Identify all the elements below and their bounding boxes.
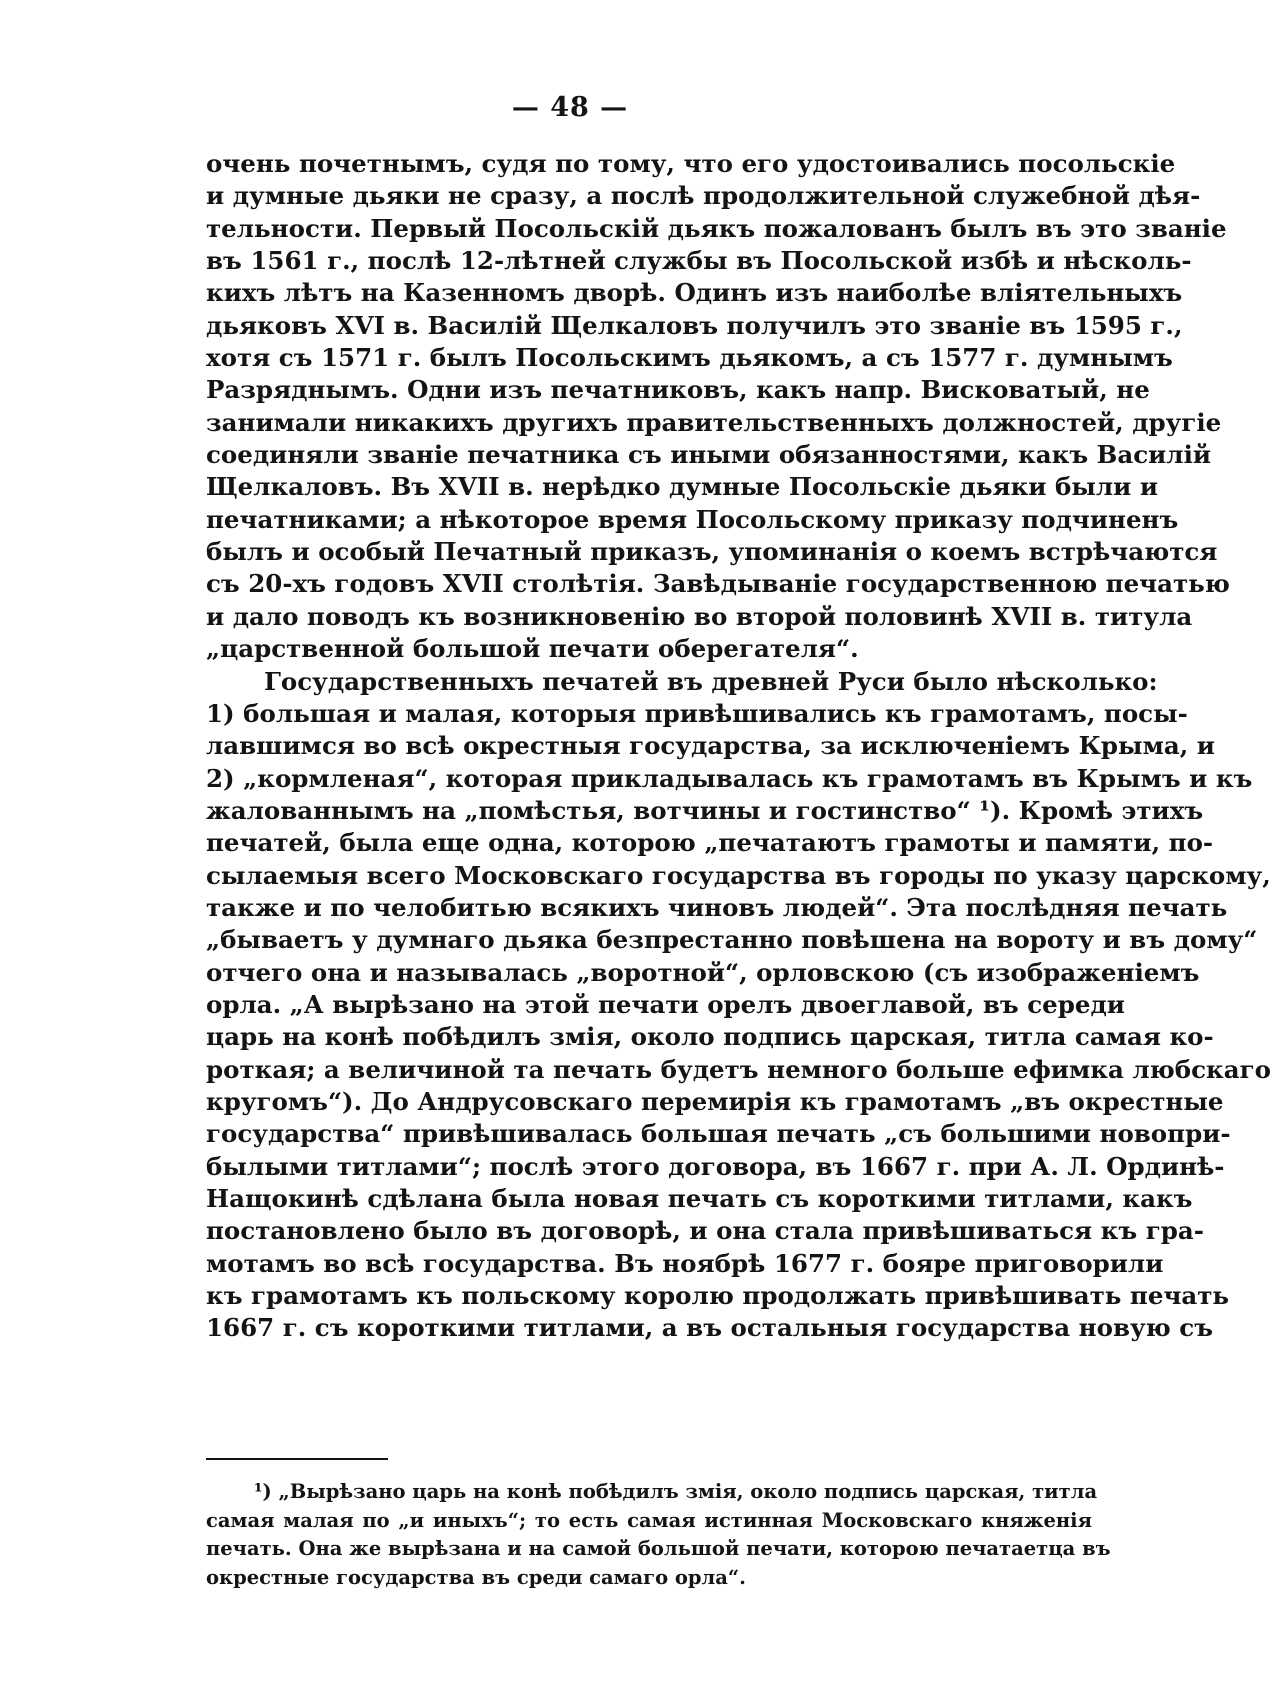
footnote-line: самая малая по „и иныхъ“; то есть самая истинная Московскаго княженія — [206, 1508, 1092, 1532]
text-line: кругомъ“). До Андрусовскаго перемирія къ грамотамъ „въ окрестные — [206, 1086, 1224, 1116]
text-line: съ 20-хъ годовъ XVII столѣтія. Завѣдываніе государственною печатью — [206, 569, 1230, 599]
text-line: „царственной большой печати оберегателя“. — [206, 634, 859, 664]
text-line: очень почетнымъ, судя по тому, что его удостоивались посольскіе — [206, 149, 1176, 178]
text-line: мотамъ во всѣ государства. Въ ноябрѣ 1677 г. бояре приговорили — [206, 1248, 1164, 1278]
text-line: роткая; а величиной та печать будетъ немного больше ефимка любскаго — [206, 1054, 1271, 1084]
text-line: хотя съ 1571 г. былъ Посольскимъ дьякомъ, а съ 1577 г. думнымъ — [206, 343, 1173, 373]
text-line: былъ и особый Печатный приказъ, упоминанія о коемъ встрѣчаются — [206, 537, 1218, 567]
text-line: Нащокинѣ сдѣлана была новая печать съ короткими титлами, какъ — [206, 1184, 1193, 1213]
footnotes — [206, 1478, 1111, 1592]
text-line: отчего она и называлась „воротной“, орловскою (съ изображеніемъ — [206, 957, 1200, 987]
body-text — [206, 148, 1271, 1345]
text-line: печатниками; а нѣкоторое время Посольскому приказу подчиненъ — [206, 504, 1179, 534]
footnote-line: окрестные государства въ среди самаго орла“. — [206, 1565, 746, 1589]
paragraph-first-line: Государственныхъ печатей въ древней Руси было нѣсколько: — [264, 666, 1158, 696]
text-line: сылаемыя всего Московскаго государства въ городы по указу царскому, — [206, 860, 1271, 890]
text-line: соединяли званіе печатника съ иными обязанностями, какъ Василій — [206, 440, 1212, 470]
text-line: лавшимся во всѣ окрестныя государства, за исключеніемъ Крыма, и — [206, 731, 1215, 761]
text-line: кихъ лѣтъ на Казенномъ дворѣ. Одинъ изъ наиболѣе вліятельныхъ — [206, 278, 1183, 308]
footnote-line: ¹) „Вырѣзано царь на конѣ побѣдилъ змія, около подпись царская, титла — [254, 1480, 1098, 1503]
text-line: „бываетъ у думнаго дьяка безпрестанно повѣшена на вороту и въ дому“ — [206, 925, 1258, 955]
text-line: въ 1561 г., послѣ 12-лѣтней службы въ Посольской избѣ и нѣсколь- — [206, 246, 1192, 276]
footnote-line: печать. Она же вырѣзана и на самой большой печати, которою печатаетца въ — [206, 1537, 1111, 1560]
text-line: тельности. Первый Посольскій дьякъ пожалованъ былъ въ это званіе — [206, 213, 1227, 243]
text-line: жалованнымъ на „помѣстья, вотчины и гостинство“ ¹). Кромѣ этихъ — [206, 795, 1204, 825]
text-line: 2) „кормленая“, которая прикладывалась къ грамотамъ въ Крымъ и къ — [206, 763, 1253, 793]
footnote-divider — [206, 1458, 388, 1460]
text-line: печатей, была еще одна, которою „печатаютъ грамоты и памяти, по- — [206, 828, 1214, 858]
text-line: также и по челобитью всякихъ чиновъ людей“. Эта послѣдняя печать — [206, 892, 1228, 922]
text-line: 1) большая и малая, которыя привѣшивались къ грамотамъ, посы- — [206, 698, 1188, 728]
text-line: къ грамотамъ къ польскому королю продолжать привѣшивать печать — [206, 1281, 1230, 1311]
text-line: постановлено было въ договорѣ, и она стала привѣшиваться къ гра- — [206, 1216, 1204, 1246]
text-line: 1667 г. съ короткими титлами, а въ остальныя государства новую съ — [206, 1313, 1214, 1343]
text-line: былыми титлами“; послѣ этого договора, въ 1667 г. при А. Л. Ординѣ- — [206, 1151, 1225, 1181]
text-line: и дало поводъ къ возникновенію во второй половинѣ XVII в. титула — [206, 601, 1193, 631]
text-line: царь на конѣ побѣдилъ змія, около подпись царская, титла самая ко- — [206, 1022, 1214, 1052]
text-line: дьяковъ XVI в. Василій Щелкаловъ получилъ это званіе въ 1595 г., — [206, 310, 1183, 340]
text-line: Щелкаловъ. Въ XVII в. нерѣдко думные Посольскіе дьяки были и — [206, 472, 1159, 502]
text-line: и думные дьяки не сразу, а послѣ продолжительной служебной дѣя- — [206, 181, 1201, 211]
page-number: — 48 — — [511, 92, 629, 123]
text-line: орла. „А вырѣзано на этой печати орелъ двоеглавой, въ середи — [206, 989, 1125, 1019]
text-line: занимали никакихъ другихъ правительственныхъ должностей, другіе — [206, 407, 1222, 437]
text-line: государства“ привѣшивалась большая печать „съ большими новопри- — [206, 1119, 1231, 1149]
text-line: Разряднымъ. Одни изъ печатниковъ, какъ напр. Висковатый, не — [206, 375, 1150, 405]
